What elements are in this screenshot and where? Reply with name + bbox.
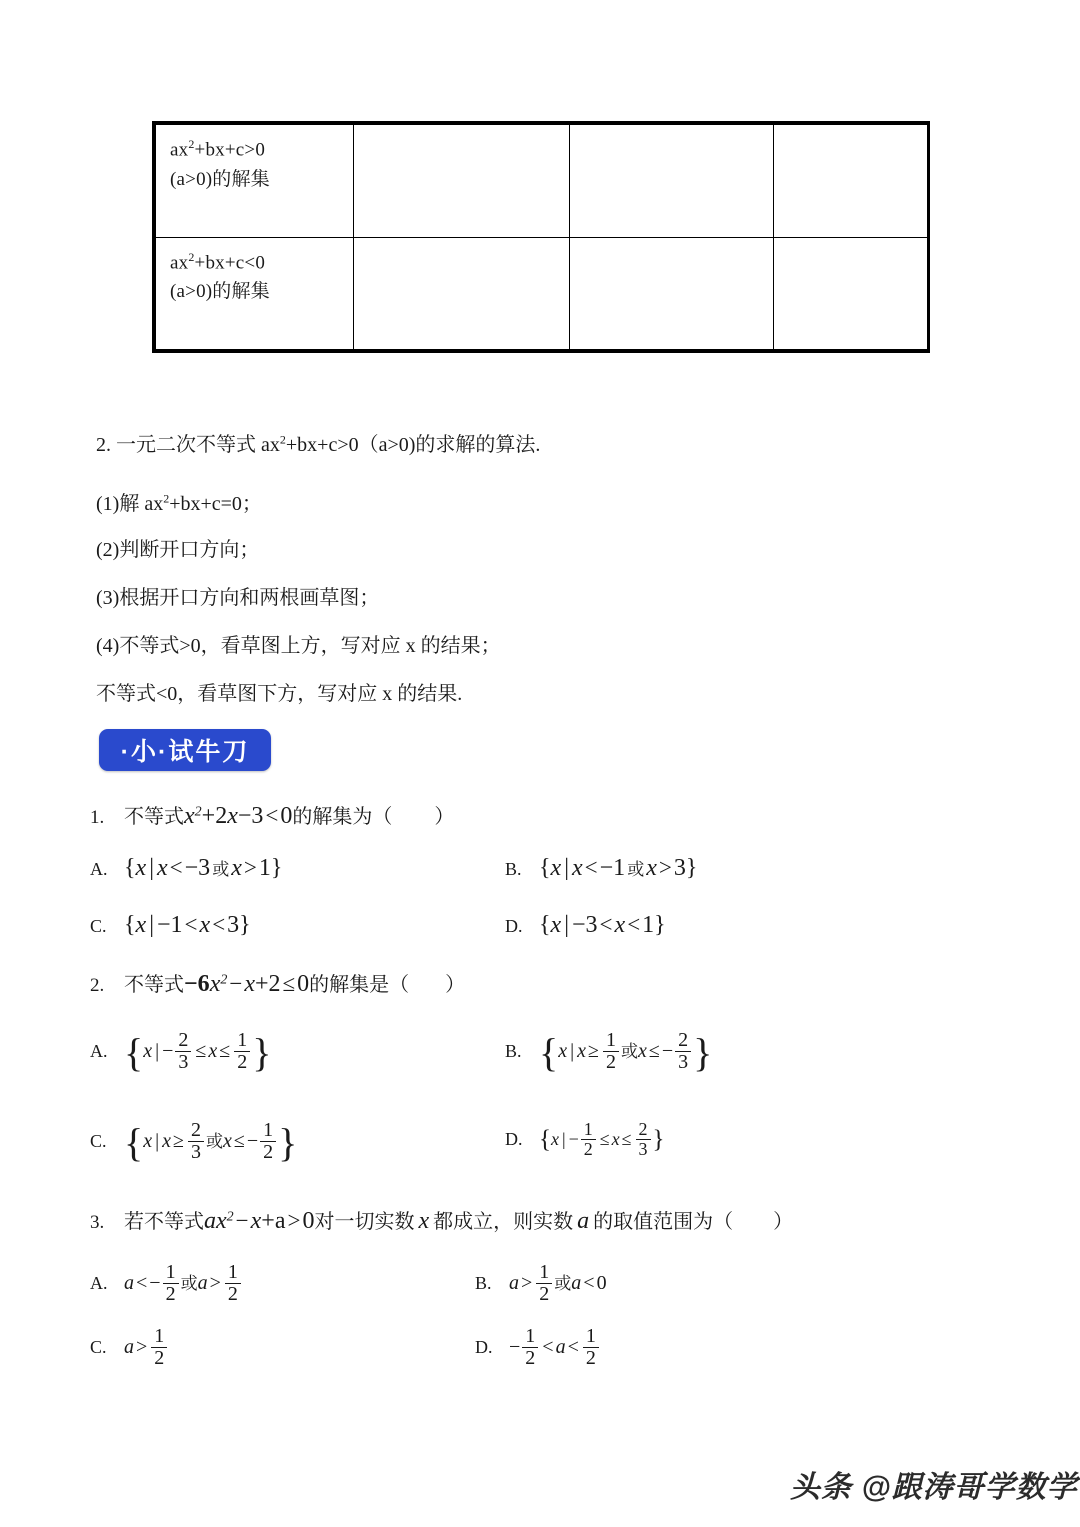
q1-option-b-label: B. [505, 859, 522, 879]
q3-stem-tail: 的取值范围为（ [593, 1211, 734, 1233]
q2-option-c-label: C. [90, 1131, 107, 1151]
q3-minus: − [235, 1208, 249, 1233]
notes-heading-text-b: +bx+c>0（a>0)的求解的算法. [285, 434, 541, 456]
q2-option-d-label: D. [505, 1129, 523, 1149]
q1-option-d[interactable]: D. {x | −3<x<1} [505, 912, 666, 938]
q1-var2: x [227, 803, 238, 829]
table-cell-inequality-lt [156, 237, 354, 350]
table-cell-empty-r1c1 [354, 237, 570, 350]
q3-var3: x [418, 1208, 430, 1234]
q2-option-b[interactable]: B. {x | x ≥ $\frac{1}{2}$ 或x ≤ − $\frac{2}{3}$ } [505, 1029, 713, 1075]
q1-term-a: +2 [201, 803, 228, 829]
q3-option-a[interactable]: A. a < − $\frac{1}{2}$ 或a > $\frac{1}{2}$ [90, 1262, 243, 1305]
q1-paren-close: ） [434, 806, 455, 828]
q3-option-d-label: D. [475, 1337, 493, 1357]
q2-var2: x [244, 971, 255, 997]
section-badge-practice: ·小·试牛刀 [99, 729, 271, 771]
fraction-1-2: $\frac{1}{2}$ [536, 1262, 552, 1305]
notes-step1-text-b: +bx+c=0； [169, 493, 262, 515]
q3-option-c[interactable]: C. a > $\frac{1}{2}$ [90, 1326, 169, 1369]
q3-option-b-label: B. [475, 1273, 492, 1293]
fraction-2-3: $\frac{2}{3}$ [675, 1030, 691, 1073]
q2-option-c[interactable]: C. {x | x ≥ $\frac{2}{3}$ 或x ≤ − $\frac{1}{2}$ } [90, 1119, 298, 1165]
notes-step-4: (4)不等式>0，看草图上方，写对应 x 的结果； [96, 635, 501, 657]
notes-heading-text-a: 一元二次不等式 ax [116, 434, 280, 456]
q2-minus: − [229, 971, 243, 996]
formula-rest: +bx+c<0 [194, 251, 266, 273]
table-cell-empty-r1c3 [774, 237, 928, 350]
q1-option-a[interactable]: A. {x | x<−3 或x>1} [90, 855, 283, 881]
q1-stem-tail: 的解集为（ [292, 806, 393, 828]
notes-step1-exponent: 2 [163, 491, 170, 506]
q1-option-c[interactable]: C. {x | −1<x<3} [90, 912, 251, 938]
question-3-number: 3. [90, 1212, 105, 1233]
q2-exponent: 2 [220, 972, 228, 988]
q3-rhs: 0 [302, 1208, 315, 1234]
question-1-stem [90, 800, 454, 830]
q3-option-a-label: A. [90, 1273, 108, 1293]
fraction-1-2: $\frac{1}{2}$ [583, 1326, 599, 1369]
q1-term-b: −3 [237, 803, 264, 829]
q2-option-d[interactable]: D. {x | − $\frac{1}{2}$ ≤ x ≤ $\frac{2}{3}$ } [505, 1119, 665, 1159]
q2-paren-close: ） [445, 974, 466, 996]
fraction-1-2: $\frac{1}{2}$ [163, 1262, 179, 1305]
question-2-stem [90, 968, 465, 998]
q1-option-d-label: D. [505, 916, 523, 936]
formula-prefix: ax [170, 139, 189, 161]
q3-option-c-label: C. [90, 1337, 107, 1357]
q1-stem-lead: 不等式 [124, 806, 184, 828]
q2-operator: ≤ [282, 971, 296, 996]
q1-operator: < [265, 803, 279, 828]
notes-heading-exponent: 2 [279, 432, 286, 447]
question-3-stem [90, 1205, 793, 1235]
table-row [156, 125, 928, 238]
q1-option-a-label: A. [90, 859, 108, 879]
q3-stem-mid2: 都成立，则实数 [433, 1211, 574, 1233]
q3-coefficient: a [204, 1208, 216, 1234]
fraction-2-3: $\frac{2}{3}$ [188, 1120, 204, 1163]
table-cell-empty-r0c2 [570, 125, 774, 238]
formula-exponent: 2 [188, 249, 195, 264]
q2-option-b-label: B. [505, 1041, 522, 1061]
table-cell-empty-r0c3 [774, 125, 928, 238]
cell-formula-line1 [170, 135, 353, 165]
q2-option-a[interactable]: A. {x | − $\frac{2}{3}$ ≤ x ≤ $\frac{1}{2}$ } [90, 1029, 272, 1075]
table-cell-empty-r1c2 [570, 237, 774, 350]
q3-stem-lead: 若不等式 [124, 1211, 204, 1233]
notes-step-2: (2)判断开口方向； [96, 539, 260, 561]
question-1-number: 1. [90, 807, 105, 828]
table-cell-inequality-gt [156, 125, 354, 238]
q2-var: x [209, 971, 221, 997]
q1-option-c-label: C. [90, 916, 107, 936]
fraction-1-2: $\frac{1}{2}$ [260, 1120, 276, 1163]
cell-formula-line2: (a>0)的解集 [170, 281, 270, 303]
q3-var: x [216, 1208, 227, 1234]
table-cell-empty-r0c1 [354, 125, 570, 238]
formula-exponent: 2 [188, 137, 195, 151]
table-row [156, 237, 928, 350]
q1-rhs: 0 [280, 803, 293, 829]
q2-stem-tail: 的解集是（ [309, 974, 410, 996]
cell-formula-line2: (a>0)的解集 [170, 168, 270, 190]
q3-plus-a: +a [261, 1208, 286, 1234]
q3-stem-mid: 对一切实数 [314, 1211, 415, 1233]
q3-operator: > [287, 1208, 301, 1233]
notes-step1-text-a: (1)解 ax [96, 493, 164, 515]
fraction-1-2: $\frac{1}{2}$ [234, 1030, 250, 1073]
q1-var: x [184, 803, 195, 829]
fraction-1-2: $\frac{1}{2}$ [522, 1326, 538, 1369]
q3-exponent: 2 [226, 1209, 234, 1225]
solution-set-table [152, 121, 930, 353]
notes-step-3: (3)根据开口方向和两根画草图； [96, 587, 380, 609]
q3-paren-close: ） [773, 1211, 794, 1233]
q1-exponent: 2 [194, 804, 202, 820]
q2-stem-lead: 不等式 [124, 974, 184, 996]
q2-coefficient: −6 [184, 971, 210, 997]
q2-rhs: 0 [297, 971, 310, 997]
fraction-2-3: $\frac{2}{3}$ [636, 1120, 651, 1159]
fraction-2-3: $\frac{2}{3}$ [175, 1030, 191, 1073]
q3-var2: x [250, 1208, 262, 1234]
formula-prefix: ax [170, 251, 189, 273]
q1-option-b[interactable]: B. {x | x<−1 或x>3} [505, 855, 698, 881]
notes-heading [96, 432, 540, 458]
notes-heading-number: 2. [96, 434, 111, 456]
question-2-number: 2. [90, 975, 105, 996]
notes-step-1 [96, 491, 262, 517]
fraction-1-2: $\frac{1}{2}$ [581, 1120, 596, 1159]
q3-var4: a [577, 1208, 590, 1234]
fraction-1-2: $\frac{1}{2}$ [225, 1262, 241, 1305]
notes-step-5: 不等式<0，看草图下方，写对应 x 的结果. [96, 683, 463, 705]
cell-formula-line1 [170, 248, 353, 278]
watermark: 头条 @跟涛哥学数学 [790, 1471, 1078, 1504]
q2-option-a-label: A. [90, 1041, 108, 1061]
q2-term: +2 [254, 971, 281, 997]
q3-option-b[interactable]: B. a > $\frac{1}{2}$ 或a < 0 [475, 1261, 607, 1305]
fraction-1-2: $\frac{1}{2}$ [151, 1326, 167, 1369]
formula-rest: +bx+c>0 [194, 139, 266, 161]
fraction-1-2: $\frac{1}{2}$ [603, 1030, 619, 1073]
q3-option-d[interactable]: D. − $\frac{1}{2}$ < a < $\frac{1}{2}$ [475, 1326, 601, 1369]
